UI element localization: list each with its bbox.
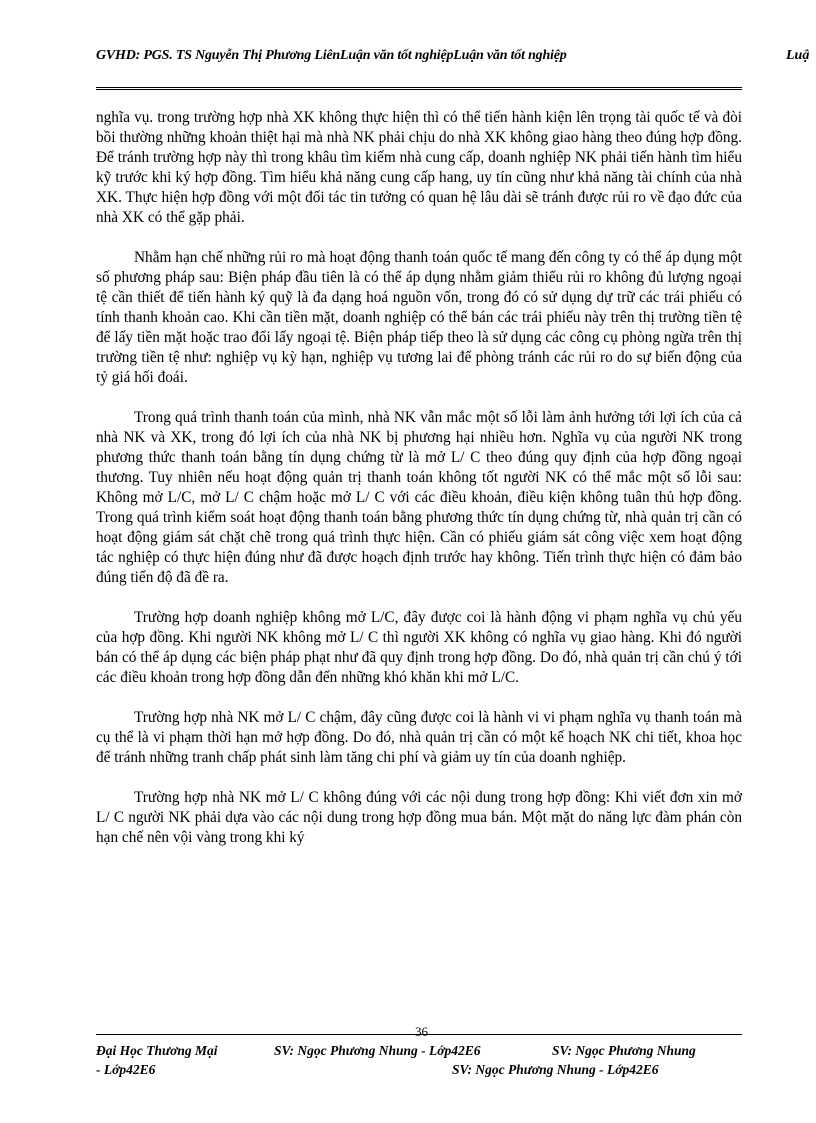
footer-student-3: SV: Ngọc Phương Nhung - Lớp42E6 [452, 1062, 659, 1077]
paragraph-2: Nhằm hạn chế những rủi ro mà hoạt động thanh toán quốc tế mang đến công ty có thể áp dụng một số phương pháp sau: Biện pháp đầu tiên là có thể áp dụng nhằm giảm thiểu rủi ro không đủ lượng ngoại tệ cần thiết để tiến hành ký quỹ là đa dạng hoá nguồn vốn, trong đó có sử dụng dự trữ các trái phiếu có tính thanh khoản cao. Khi cần tiền mặt, doanh nghiệp có thể bán các trái phiếu này trên thị trường tiền tệ để lấy tiền mặt hoặc trao đổi lấy ngoại tệ. Biện pháp tiếp theo là sử dụng các công cụ phòng ngừa trên thị trường tiền tệ như: nghiệp vụ kỳ hạn, nghiệp vụ tương lai để phòng tránh các rủi ro do sự biến động của tỷ giá hối đoái. [96, 249, 742, 386]
document-body [96, 108, 742, 848]
header-left-text: GVHD: PGS. TS Nguyễn Thị Phương LiênLuận văn tốt nghiệpLuận văn tốt nghiệp [96, 48, 567, 63]
paragraph-3: Trong quá trình thanh toán của mình, nhà NK vẫn mắc một số lỗi làm ảnh hưởng tới lợi ích của cả nhà NK và XK, trong đó lợi ích của nhà NK bị phương hại nhiều hơn. Nghĩa vụ của người NK trong phương thức thanh toán bằng tín dụng chứng từ là mở L/ C theo đúng quy định của hợp đồng ngoại thương. Tuy nhiên nếu hoạt động quản trị thanh toán không tốt người NK có thể mắc một số lỗi sau: Không mở L/C, mở L/ C chậm hoặc mở L/ C với các điều khoản, điều kiện không tuân thủ hợp đồng. Trong quá trình kiểm soát hoạt động thanh toán bằng phương thức tín dụng chứng từ, nhà quản trị cần có hoạt động giám sát chặt chẽ trong quá trình thực hiện. Cần có phiếu giám sát công việc xem hoạt động tác nghiệp có thực hiện đúng như đã được hoạch định trước hay không. Tiến trình thực hiện có đảm bảo đúng tiến độ đã đề ra. [96, 409, 742, 586]
header-rule [96, 87, 742, 90]
paragraph-1: nghĩa vụ. trong trường hợp nhà XK không thực hiện thì có thể tiến hành kiện lên trọng tài quốc tế và đòi bồi thường những khoản thiệt hại mà nhà NK phải chịu do nhà XK không giao hàng theo đúng hợp đồng. Để tránh trường hợp này thì trong khâu tìm kiếm nhà cung cấp, doanh nghiệp NK phải tiến hành tìm hiểu kỹ trước khi ký hợp đồng. Tìm hiểu khả năng cung cấp hang, uy tín cũng như khả năng tài chính của nhà XK. Thực hiện hợp đồng với một đối tác tin tưởng có quan hệ lâu dài sẽ tránh được rủi ro về đạo đức của nhà XK có thể gặp phải. [96, 109, 742, 226]
header-right-text: Luậ [786, 48, 810, 63]
paragraph-5: Trường hợp nhà NK mở L/ C chậm, đây cũng được coi là hành vi vi phạm nghĩa vụ thanh toán mà cụ thể là vi phạm thời hạn mở hợp đồng. Do đó, nhà quản trị cần có một kế hoạch NK chi tiết, khoa học để tránh những tranh chấp phát sinh làm tăng chi phí và giảm uy tín của doanh nghiệp. [96, 709, 742, 766]
footer-rule [96, 1034, 742, 1035]
page-number: 36 [415, 1024, 428, 1039]
page-header [0, 48, 816, 72]
footer-university: Đại Học Thương Mại [96, 1043, 218, 1058]
footer-class: - Lớp42E6 [96, 1062, 156, 1077]
footer-student-2: SV: Ngọc Phương Nhung [552, 1043, 696, 1058]
paragraph-4: Trường hợp doanh nghiệp không mở L/C, đây được coi là hành động vi phạm nghĩa vụ chủ yếu của hợp đồng. Khi người NK không mở L/ C thì người XK không có nghĩa vụ giao hàng. Khi đó người bán có thể áp dụng các biện pháp phạt như đã quy định trong hợp đồng. Do đó, nhà quản trị cần chú ý tới các điều khoản trong hợp đồng dẫn đến những khó khăn khi mở L/C. [96, 609, 742, 686]
paragraph-6: Trường hợp nhà NK mở L/ C không đúng với các nội dung trong hợp đồng: Khi viết đơn xin mở L/ C người NK phải dựa vào các nội dung trong hợp đồng mua bán. Một mặt do năng lực đàm phán còn hạn chế nên vội vàng trong khi ký [96, 789, 742, 846]
footer-student-1: SV: Ngọc Phương Nhung - Lớp42E6 [274, 1043, 481, 1058]
